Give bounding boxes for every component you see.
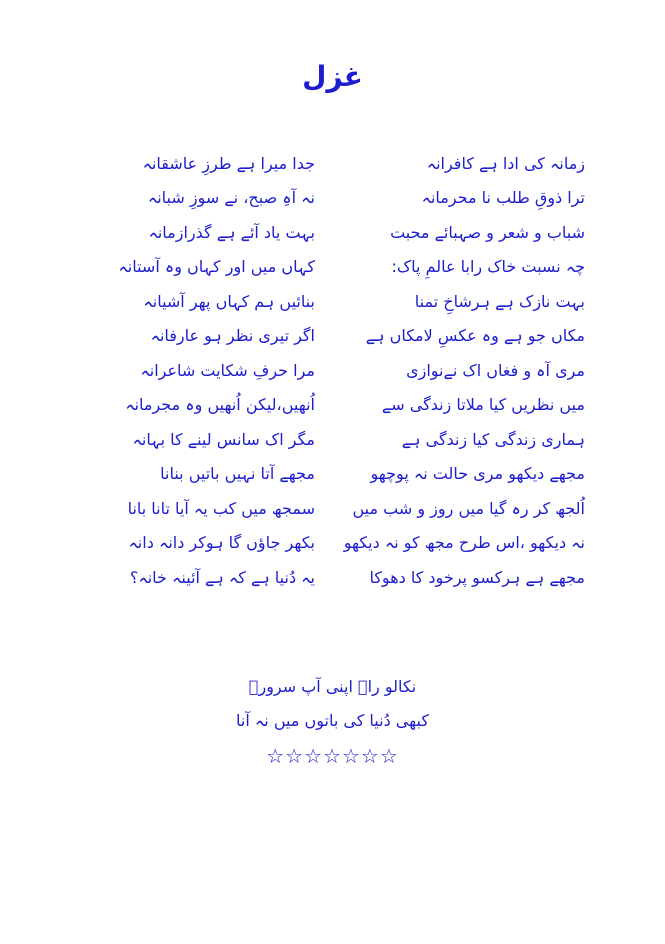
second-hemistich: کہاں میں اور کہاں وہ آستانہ bbox=[118, 257, 315, 277]
first-hemistich: شباب و شعر و صہبائے محبت bbox=[390, 222, 585, 242]
first-hemistich: میں نظریں کیا ملاتا زندگی سے bbox=[381, 395, 585, 415]
second-hemistich: نہ آہِ صبح، نے سوزِ شبانہ bbox=[147, 188, 315, 208]
couplet bbox=[95, 284, 585, 319]
star-ornament: ☆☆☆☆☆☆☆ bbox=[266, 744, 399, 768]
first-hemistich: مری آہ و فغاں اک نےنوازی bbox=[406, 360, 585, 380]
first-hemistich: اُلجھ کر رہ گیا میں روز و شب میں bbox=[352, 498, 585, 518]
couplet bbox=[95, 422, 585, 457]
page-title: غزل bbox=[302, 60, 363, 93]
second-hemistich: بنائیں ہم کہاں پھر آشیانہ bbox=[143, 291, 315, 311]
couplet bbox=[95, 146, 585, 181]
couplet bbox=[95, 250, 585, 285]
second-hemistich: مگر اک سانس لینے کا بہانہ bbox=[132, 429, 315, 449]
couplet bbox=[95, 215, 585, 250]
second-hemistich: جدا میرا ہے طرزِ عاشقانہ bbox=[142, 153, 315, 173]
first-hemistich: مکاں جو ہے وہ عکسِ لامکاں ہے bbox=[365, 326, 585, 346]
closing-line: کبھی دُنیا کی باتوں میں نہ آنا bbox=[236, 711, 429, 730]
couplet bbox=[95, 560, 585, 595]
first-hemistich: چہ نسبت خاک رابا عالمِ پاک: bbox=[391, 257, 585, 277]
second-hemistich: یہ دُنیا ہے کہ ہے آئینہ خانہ؟ bbox=[129, 567, 315, 587]
first-hemistich: ہماری زندگی کیا زندگی ہے bbox=[401, 429, 585, 449]
couplet bbox=[95, 491, 585, 526]
second-hemistich: اُنھیں،لیکن اُنھیں وہ مجرمانہ bbox=[125, 395, 315, 415]
second-hemistich: بہت یاد آئے ہے گذرازمانہ bbox=[148, 222, 315, 242]
couplet bbox=[95, 319, 585, 354]
second-hemistich: بکھر جاؤں گا ہوکر دانہ دانہ bbox=[128, 533, 315, 553]
first-hemistich: ترا ذوقِ طلب نا محرمانہ bbox=[421, 188, 585, 208]
couplet bbox=[95, 526, 585, 561]
first-hemistich: نہ دیکھو ،اس طرح مجھ کو نہ دیکھو bbox=[343, 533, 585, 553]
first-hemistich: مجھے دیکھو مری حالت نہ پوچھو bbox=[370, 464, 585, 484]
couplet bbox=[95, 353, 585, 388]
closing-line: نکالو راہ اپنی آپ سرورؔ bbox=[248, 677, 417, 696]
first-hemistich: مجھے ہے ہرکسو پرخود کا دھوکا bbox=[369, 567, 585, 587]
second-hemistich: اگر تیری نظر ہو عارفانہ bbox=[150, 326, 315, 346]
couplet bbox=[95, 457, 585, 492]
second-hemistich: سمجھ میں کب یہ آیا تانا بانا bbox=[127, 498, 315, 518]
first-hemistich: زمانہ کی ادا ہے کافرانہ bbox=[426, 153, 585, 173]
couplet bbox=[95, 181, 585, 216]
first-hemistich: بہت نازک ہے ہرشاخِ تمنا bbox=[414, 291, 585, 311]
second-hemistich: مرا حرفِ شکایت شاعرانہ bbox=[140, 360, 315, 380]
closing-couplet bbox=[0, 670, 665, 738]
couplet bbox=[95, 388, 585, 423]
couplet-list bbox=[95, 146, 585, 595]
second-hemistich: مجھے آتا نہیں باتیں بنانا bbox=[160, 464, 315, 484]
